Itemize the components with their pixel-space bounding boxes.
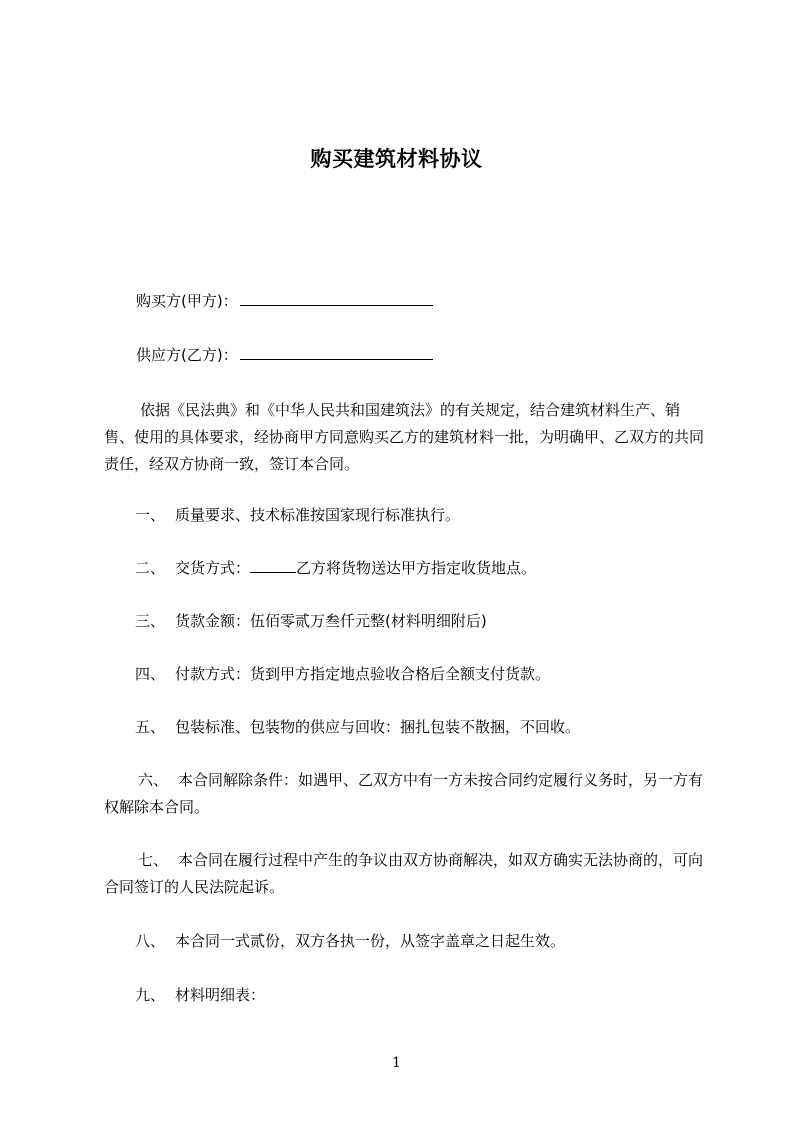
page-number: 1 [392,1055,401,1071]
buyer-blank [240,291,433,306]
clause-text: 本合同解除条件：如遇甲、乙双方中有一方未按合同约定履行义务时，另一方有权解除本合同。 [104,771,704,816]
clause-number: 三、 [135,612,166,630]
clause-text: 付款方式：货到甲方指定地点验收合格后全额支付货款。 [175,665,551,683]
buyer-label: 购买方(甲方)： [136,292,238,310]
clause-8 [104,928,704,955]
clause-number: 六、 [138,771,169,789]
supplier-blank [240,345,433,360]
clause-number: 二、 [135,559,166,577]
clause-7 [104,847,704,901]
clause-text: 本合同在履行过程中产生的争议由双方协商解决，如双方确实无法协商的，可向合同签订的人民法院起诉。 [104,851,704,896]
clause-1 [104,502,704,529]
supplier-line [136,344,433,365]
clause-number: 八、 [135,932,166,950]
clause-5 [104,714,704,741]
clause-text: 质量要求、技术标准按国家现行标准执行。 [175,506,461,524]
clause-text: 包装标准、包装物的供应与回收：捆扎包装不散捆，不回收。 [175,718,581,736]
clause-number: 一、 [135,506,166,524]
delivery-blank [250,559,296,573]
document-title: 购买建筑材料协议 [310,147,483,171]
buyer-line [136,290,433,311]
clause-text: 交货方式： [175,559,251,577]
intro-paragraph: 依据《民法典》和《中华人民共和国建筑法》的有关规定，结合建筑材料生产、销售、使用的具体要求，经协商甲方同意购买乙方的建筑材料一批，为明确甲、乙双方的共同责任，经双方协商一致，签订本合同。 [104,401,705,473]
supplier-label: 供应方(乙方)： [136,346,238,364]
clause-text: 材料明细表： [175,986,266,1004]
clause-number: 五、 [135,718,166,736]
clause-number: 九、 [135,986,166,1004]
clause-text-after: 乙方将货物送达甲方指定收货地点。 [296,559,537,577]
clause-4 [104,661,704,688]
clause-number: 四、 [135,665,166,683]
clause-text: 本合同一式贰份，双方各执一份，从签字盖章之日起生效。 [175,932,566,950]
clause-2 [104,555,704,582]
clause-9 [104,982,704,1009]
clause-3 [104,608,704,635]
clause-text: 货款金额：伍佰零贰万叁仟元整(材料明细附后) [175,612,487,630]
clause-6 [104,767,704,821]
clause-number: 七、 [138,851,169,869]
